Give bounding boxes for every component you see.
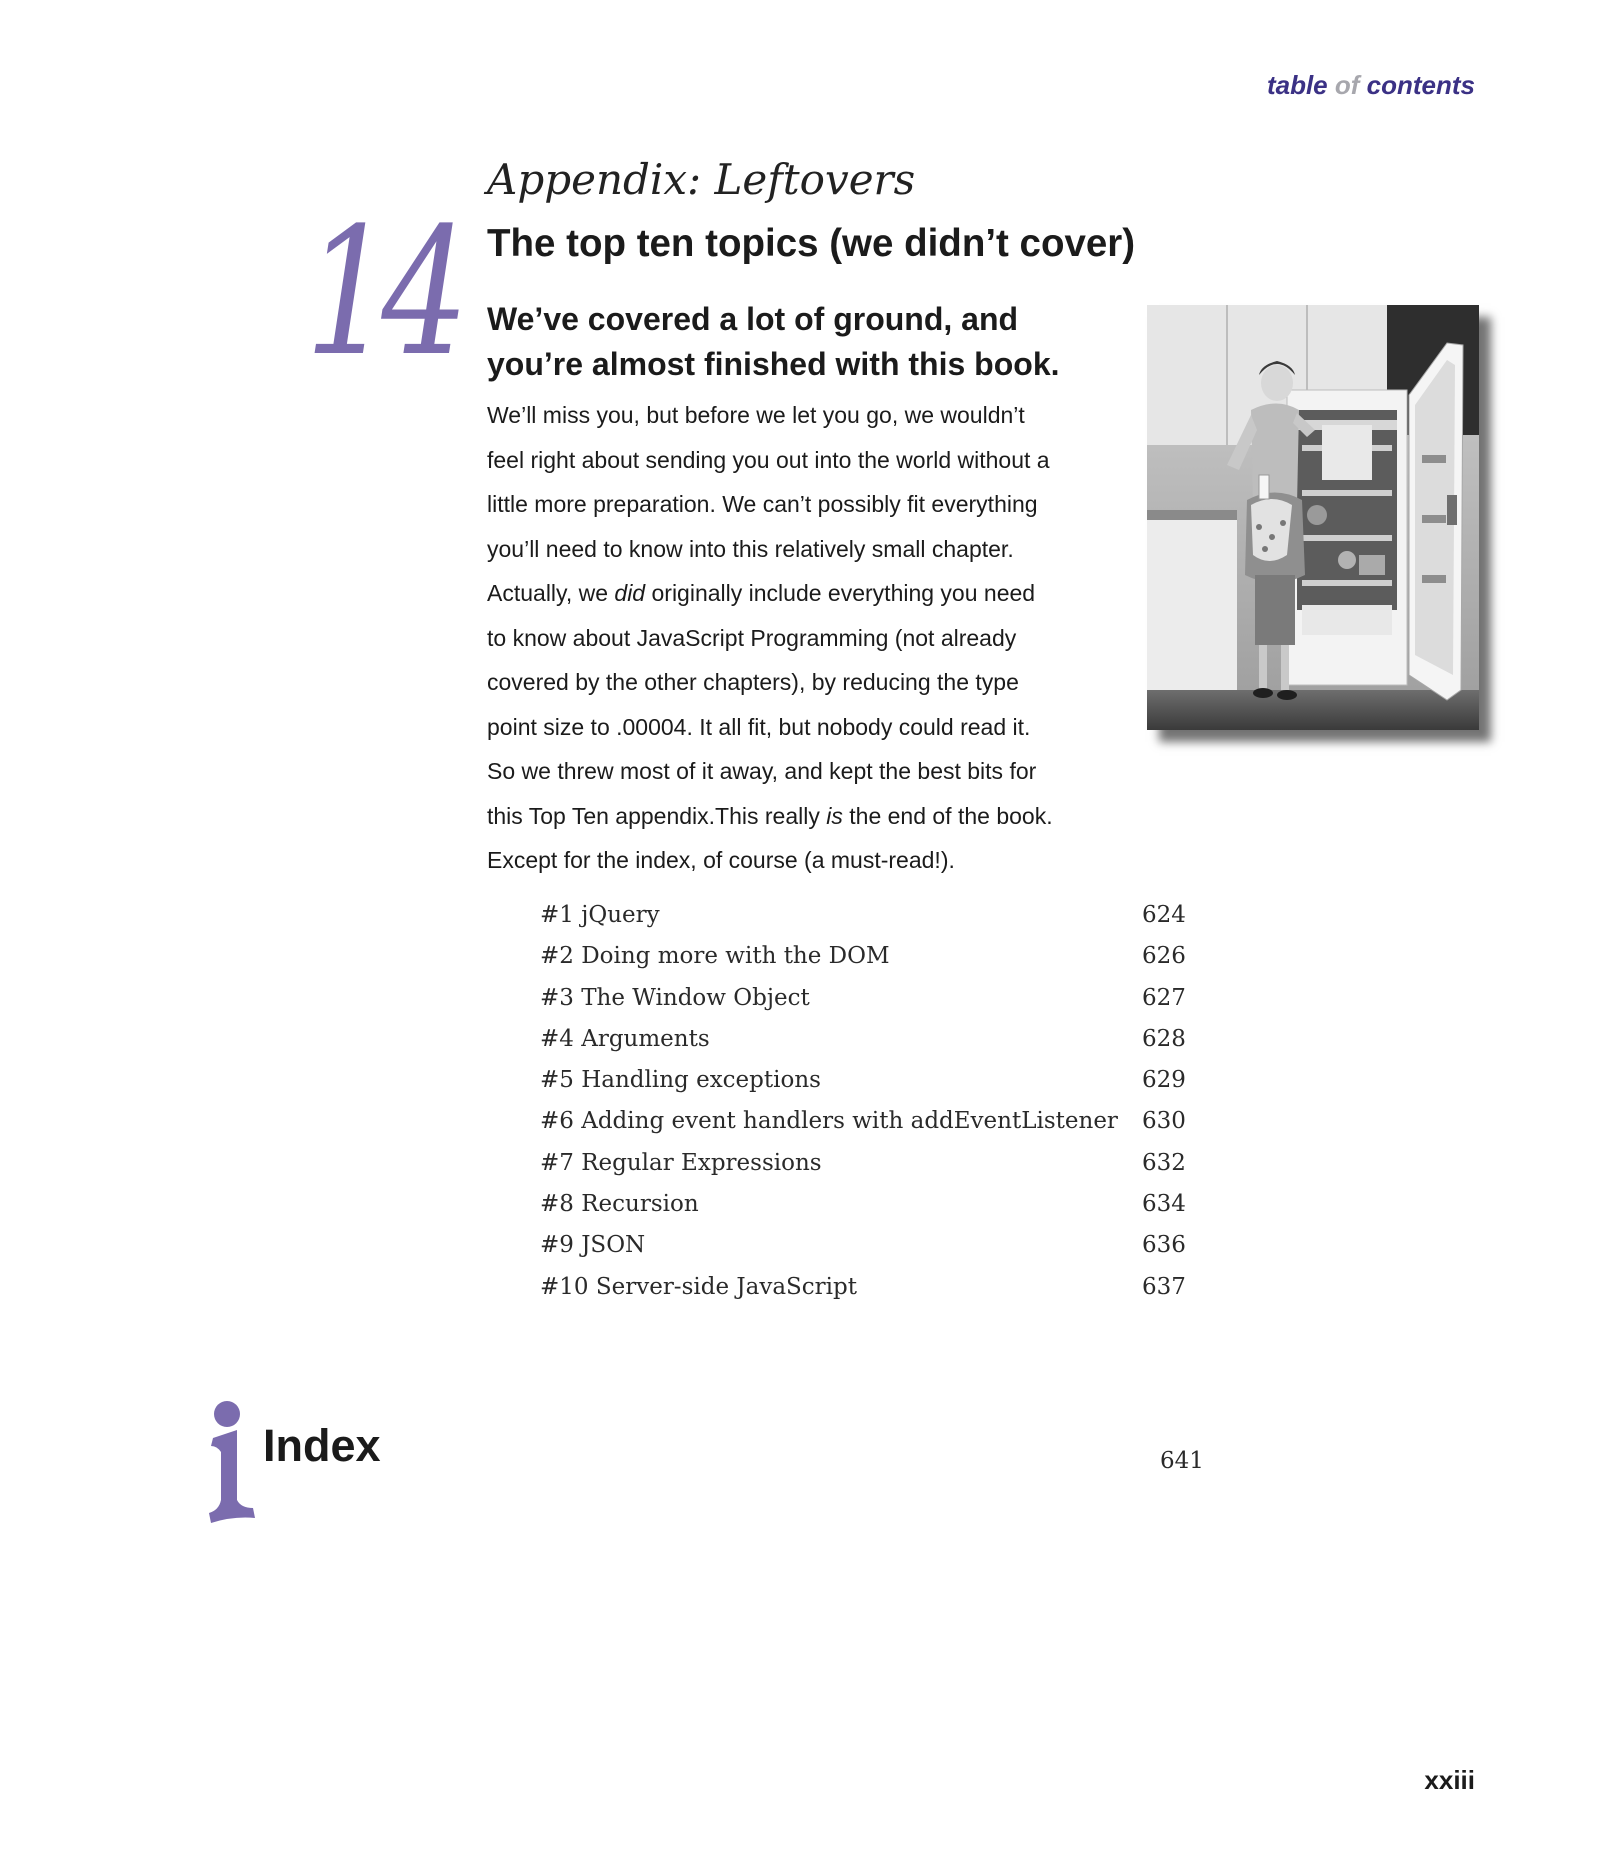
toc-item[interactable] — [540, 1019, 1186, 1060]
toc-item-page: 628 — [1142, 1025, 1186, 1052]
intro-body-line: Except for the index, of course (a must-read!). — [487, 847, 955, 873]
toc-item-label: #9 JSON — [540, 1232, 646, 1259]
toc-item-label: #8 Recursion — [540, 1191, 699, 1218]
intro-body-line: little more preparation. We can’t possibly fit everything — [487, 491, 1038, 517]
photo-illustration — [1147, 305, 1479, 730]
toc-item[interactable] — [540, 1101, 1186, 1142]
toc-item-label: #10 Server-side JavaScript — [540, 1273, 857, 1300]
text-run: Actually, we — [487, 580, 615, 606]
appendix-title: Appendix: Leftovers — [487, 155, 916, 204]
intro-body-line: So we threw most of it away, and kept the best bits for — [487, 758, 1037, 784]
toc-item-page: 627 — [1142, 984, 1186, 1011]
toc-item-page: 629 — [1142, 1067, 1186, 1094]
intro-body-line: point size to .00004. It all fit, but nobody could read it. — [487, 713, 1031, 740]
chapter-number: 14 — [305, 190, 458, 395]
page-number: xxiii — [1424, 1765, 1475, 1795]
running-header-of: of — [1334, 70, 1360, 100]
intro-lead-line: We’ve covered a lot of ground, and — [487, 301, 1019, 337]
toc-item-label: #5 Handling exceptions — [540, 1067, 821, 1094]
intro-body-line — [487, 571, 1127, 616]
intro-lead-line: you’re almost finished with this book. — [487, 346, 1060, 382]
toc-list — [540, 895, 1186, 1308]
emphasis-did: did — [614, 580, 646, 606]
index-i-icon — [203, 1400, 263, 1529]
kitchen-refrigerator-photo — [1147, 305, 1479, 730]
intro-body — [487, 393, 1127, 883]
toc-item[interactable] — [540, 1143, 1186, 1184]
running-header-table: table — [1266, 70, 1328, 100]
toc-item-label: #3 The Window Object — [540, 984, 810, 1011]
intro-body-line: feel right about sending you out into the world without a — [487, 446, 1050, 473]
intro-lead — [487, 297, 1107, 387]
toc-item[interactable] — [540, 978, 1186, 1019]
toc-item-label: #4 Arguments — [540, 1025, 710, 1052]
emphasis-is: is — [826, 802, 843, 829]
toc-item-page: 637 — [1142, 1273, 1186, 1300]
toc-item-label: #6 Adding event handlers with addEventListener — [540, 1108, 1118, 1135]
toc-item-page: 626 — [1142, 943, 1186, 970]
toc-item-label: #2 Doing more with the DOM — [540, 943, 890, 970]
index-page-number: 641 — [1160, 1448, 1204, 1474]
toc-item-page: 630 — [1142, 1108, 1186, 1135]
toc-item-label: #7 Regular Expressions — [540, 1149, 822, 1176]
intro-body-line: to know about JavaScript Programming (not already — [487, 624, 1017, 651]
toc-item-label: #1 jQuery — [540, 902, 660, 928]
index-i-glyph — [203, 1400, 263, 1524]
text-run: the end of the book. — [842, 802, 1053, 829]
toc-item[interactable] — [540, 936, 1186, 977]
toc-item[interactable] — [540, 1184, 1186, 1225]
running-header-contents: contents — [1366, 70, 1475, 100]
intro-body-line: you’ll need to know into this relatively small chapter. — [487, 535, 1014, 562]
toc-item[interactable] — [540, 1060, 1186, 1101]
toc-item-page: 636 — [1142, 1232, 1186, 1259]
intro-body-line — [487, 794, 1127, 839]
toc-item[interactable] — [540, 1267, 1186, 1308]
toc-item[interactable] — [540, 1225, 1186, 1266]
text-run: originally include everything you need — [645, 580, 1036, 606]
index-title: Index — [263, 1420, 381, 1471]
toc-item-page: 624 — [1142, 902, 1186, 928]
toc-item-page: 632 — [1142, 1149, 1186, 1176]
running-header — [1267, 70, 1475, 101]
chapter-title: The top ten topics (we didn’t cover) — [487, 222, 1136, 265]
toc-item[interactable] — [540, 895, 1186, 936]
intro-body-line: We’ll miss you, but before we let you go, we wouldn’t — [487, 402, 1025, 428]
toc-item-page: 634 — [1142, 1191, 1186, 1218]
intro-body-line: covered by the other chapters), by reducing the type — [487, 669, 1019, 695]
text-run: this Top Ten appendix.This really — [487, 802, 827, 829]
